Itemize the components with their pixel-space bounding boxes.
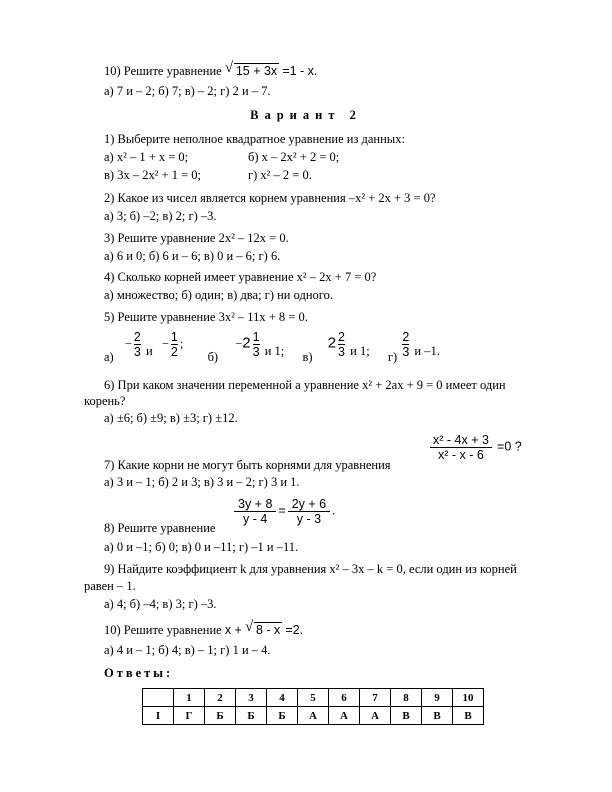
q7-tail: =0 ? — [497, 439, 522, 454]
answers-header-cell: 3 — [236, 689, 267, 707]
answers-cell: Б — [205, 707, 236, 725]
q6-line2: корень? — [84, 394, 126, 408]
q5-b-end: и 1; — [264, 344, 285, 359]
q1-option-c: в) 3x – 2x² + 1 = 0; — [104, 168, 202, 182]
q8-end: . — [332, 503, 336, 518]
q6-options: а) ±6; б) ±9; в) ±3; г) ±12. — [104, 411, 238, 425]
q10a-line — [104, 60, 318, 79]
q10b-label: 10) Решите уравнение — [104, 623, 222, 637]
q1-option-d: г) x² – 2 = 0. — [248, 168, 312, 182]
q3-text: 3) Решите уравнение 2x² – 12x = 0. — [104, 231, 289, 245]
q8-num2: 2y + 6 — [288, 497, 330, 512]
q5-d-end: и –1. — [414, 344, 440, 359]
q3-options: а) 6 и 0; б) 6 и – 6; в) 0 и – 6; г) 6. — [104, 249, 281, 263]
q5-a-label: а) — [104, 350, 114, 365]
q10a-sqrt: √ 15 + 3x — [224, 60, 278, 78]
answers-cell: Б — [236, 707, 267, 725]
answers-table — [142, 688, 484, 725]
q8-text: 8) Решите уравнение — [104, 521, 216, 535]
answers-cell: В — [391, 707, 422, 725]
q10b-line — [104, 619, 304, 638]
q5-b-frac: $\frac{1}{3}$ — [252, 330, 260, 359]
q10a-radicand: 15 + 3x — [235, 64, 278, 78]
q9-line2: равен – 1. — [84, 579, 136, 593]
q10a-rhs: =1 - x. — [282, 64, 318, 78]
q5-a-frac1: $\frac{2}{3}$ — [133, 330, 141, 359]
q10b-radicand: 8 - x — [255, 623, 281, 637]
answers-header-cell: 5 — [298, 689, 329, 707]
answers-header-cell: 8 — [391, 689, 422, 707]
q5-a-mid: и — [145, 344, 153, 359]
q5-text: 5) Решите уравнение 3x² – 11x + 8 = 0. — [104, 310, 308, 324]
q2-text: 2) Какое из чисел является корнем уравнения –x² + 2x + 3 = 0? — [104, 191, 436, 205]
q8-den1: y - 4 — [243, 512, 268, 526]
answers-header-cell: 10 — [453, 689, 484, 707]
answers-header-cell: 9 — [422, 689, 453, 707]
q7-options: а) 3 и – 1; б) 2 и 3; в) 3 и – 2; г) 3 и 1. — [104, 475, 300, 489]
q10b-options: а) 4 и – 1; б) 4; в) – 1; г) 1 и – 4. — [104, 643, 271, 657]
q1-option-b: б) x – 2x² + 2 = 0; — [248, 150, 340, 164]
q9-line1: 9) Найдите коэффициент k для уравнения x² – 3x – k = 0, если один из корней — [104, 562, 517, 576]
q5-d-label: г) — [387, 350, 398, 365]
q7-fraction — [428, 433, 522, 462]
q6-line1: 6) При каком значении переменной a уравнение x² + 2ax + 9 = 0 имеет один — [104, 378, 506, 392]
q8-equation — [232, 497, 335, 526]
q2-options: а) 3; б) –2; в) 2; г) –3. — [104, 209, 217, 223]
q8-options: а) 0 и –1; б) 0; в) 0 и –11; г) –1 и –11. — [104, 540, 299, 554]
answers-header-cell — [143, 689, 174, 707]
q1-text: 1) Выберите неполное квадратное уравнение из данных: — [104, 132, 405, 146]
q5-d-frac: $\frac{2}{3}$ — [402, 330, 410, 359]
q1-option-a: а) x² – 1 + x = 0; — [104, 150, 189, 164]
q9-options: а) 4; б) –4; в) 3; г) –3. — [104, 597, 217, 611]
q4-options: а) множество; б) один; в) два; г) ни одного. — [104, 288, 333, 302]
q8-eq: = — [278, 503, 286, 518]
q5-c-label: в) — [302, 350, 313, 365]
answers-cell: Б — [267, 707, 298, 725]
answers-cell: А — [329, 707, 360, 725]
q7-denominator: x² - x - 6 — [438, 448, 484, 462]
answers-header-cell: 2 — [205, 689, 236, 707]
q10b-rhs: =2. — [285, 623, 304, 637]
answers-title: Ответы: — [104, 666, 174, 680]
q10a-options: а) 7 и – 2; б) 7; в) – 2; г) 2 и – 7. — [104, 84, 271, 98]
q5-c-whole: 2 — [327, 334, 337, 352]
answers-cell: I — [143, 707, 174, 725]
q10b-pre: x + — [224, 623, 242, 637]
q5-c-frac: $\frac{2}{3}$ — [338, 330, 345, 359]
q5-options: а) − $\frac{2}{3}$ и − $\frac{1}{2}$ ; б) −2 $\frac{1}{3}$ и 1; в) 2 $\frac{2}{3}$ и 1; г) $\frac{2}{3}$ и –1. — [104, 330, 440, 365]
q10a-label: 10) Решите уравнение — [104, 64, 222, 78]
q5-a-frac2: $\frac{1}{2}$ — [170, 330, 178, 359]
answers-cell: Г — [174, 707, 205, 725]
q8-num1: 3y + 8 — [234, 497, 276, 512]
q5-c-end: и 1; — [350, 344, 370, 359]
answers-header-cell: 6 — [329, 689, 360, 707]
q8-den2: y - 3 — [296, 512, 322, 526]
answers-header-cell: 4 — [267, 689, 298, 707]
q5-b-label: б) — [207, 350, 219, 365]
q7-numerator: x² - 4x + 3 — [430, 433, 492, 448]
answers-row — [143, 707, 484, 725]
q5-a-end: ; — [179, 336, 184, 351]
answers-header-cell: 7 — [360, 689, 391, 707]
answers-cell: В — [453, 707, 484, 725]
q4-text: 4) Сколько корней имеет уравнение x² – 2x + 7 = 0? — [104, 270, 377, 284]
q10b-sqrt: √ 8 - x — [244, 619, 281, 637]
variant-title: Вариант 2 — [250, 108, 362, 122]
answers-cell: В — [422, 707, 453, 725]
answers-cell: А — [298, 707, 329, 725]
answers-cell: А — [360, 707, 391, 725]
q5-b-whole: 2 — [242, 334, 251, 352]
answers-header-cell: 1 — [174, 689, 205, 707]
q7-text: 7) Какие корни не могут быть корнями для уравнения — [104, 458, 391, 472]
answers-header-row — [143, 689, 484, 707]
